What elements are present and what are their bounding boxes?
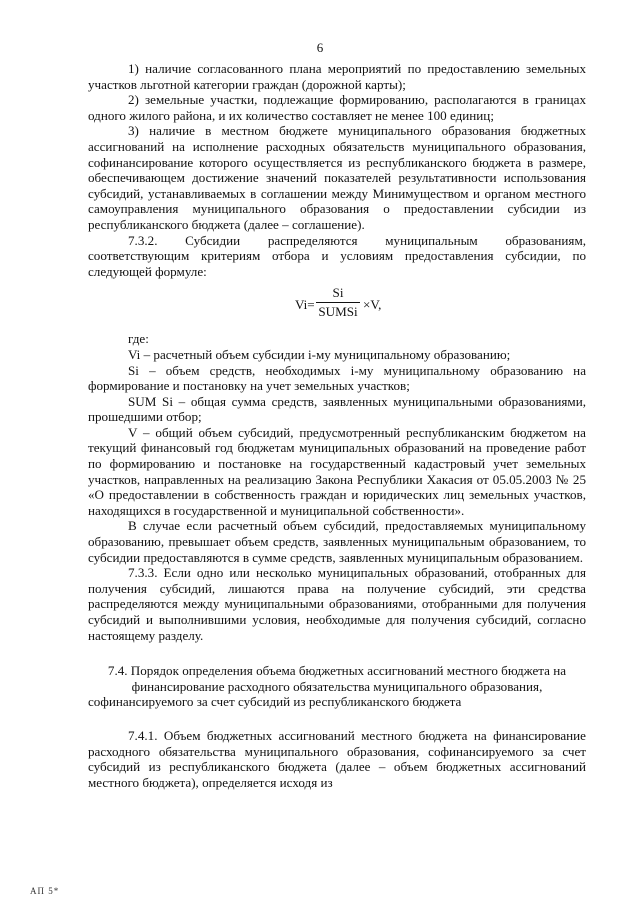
paragraph: V – общий объем субсидий, предусмотренный республиканским бюджетом на текущий финансовый год бюджетам муниципальных образований на проведение работ по формированию и постановке на государственный кадастровый учет земельных участков, направленных на реализацию Закона Республики Хакасия от 05.05.2003 № 25 «О предоставлении в собственность граждан и юридических лиц земельных участков, находящихся в государственной и муниципальной собственности». <box>88 424 586 518</box>
paragraph: SUM Si – общая сумма средств, заявленных муниципальными образованиями, прошедшими отбор; <box>88 393 586 425</box>
paragraph: 1) наличие согласованного плана мероприятий по предоставлению земельных участков льготной категории граждан (дорожной карты); <box>88 61 586 92</box>
paragraph: В случае если расчетный объем субсидий, предоставляемых муниципальному образованию, превышает объем средств, заявленных муниципальным образованием, то субсидии предоставляются в сумме средств, заявленных муниципальным образованием. <box>88 518 586 565</box>
paragraph: 7.4.1. Объем бюджетных ассигнований местного бюджета на финансирование расходного обязательства муниципального образования, софинансируемого за счет субсидий из республиканского бюджета (далее – объем бюджетных ассигнований местного бюджета), определяется исходя из <box>88 727 586 790</box>
paragraph: 2) земельные участки, подлежащие формированию, располагаются в границах одного жилого района, и их количество составляет не менее 100 единиц; <box>88 92 586 123</box>
section-title: 7.4. Порядок определения объема бюджетных ассигнований местного бюджета на финансирование расходного обязательства муниципального образования, софинансируемого за счет субсидий из республиканского бюджета <box>88 663 567 710</box>
formula-denominator: SUMSi <box>318 303 358 319</box>
where-label: где: <box>128 331 149 347</box>
paragraph: 7.3.2. Субсидии распределяются муниципальным образованиям, соответствующим критериям отбора и условиям предоставления субсидии, по следующей формуле: <box>88 232 586 279</box>
formula-lhs: Vi= <box>295 297 315 313</box>
formula-rhs: ×V, <box>363 297 382 313</box>
formula-fraction <box>316 285 360 319</box>
formula <box>88 285 586 325</box>
footer-mark: АП 5* <box>30 886 60 896</box>
paragraph: Si – объем средств, необходимых i-му муниципальному образованию на формирование и постановку на учет земельных участков; <box>88 362 586 394</box>
paragraph: 7.3.3. Если одно или несколько муниципальных образований, отобранных для получения субсидий, лишаются права на получение субсидий, эти средства распределяются между муниципальными образованиями, отобранными для получения субсидий и выполнившими условия, необходимые для получения субсидий, согласно настоящему разделу. <box>88 565 586 643</box>
document-body <box>88 61 586 790</box>
formula-numerator: Si <box>316 285 360 303</box>
paragraph: 3) наличие в местном бюджете муниципального образования бюджетных ассигнований на исполнение расходных обязательств муниципального образования, софинансирование которого осуществляется из республиканского бюджета в размере, обеспечивающем достижение значений показателей результативности использования субсидий, устанавливаемых в соглашении между Минимуществом и органом местного самоуправления муниципального образования о предоставлении субсидии из республиканского бюджета (далее – соглашение). <box>88 123 586 232</box>
page-number: 6 <box>316 40 324 55</box>
paragraph: Vi – расчетный объем субсидии i-му муниципальному образованию; <box>128 346 511 362</box>
